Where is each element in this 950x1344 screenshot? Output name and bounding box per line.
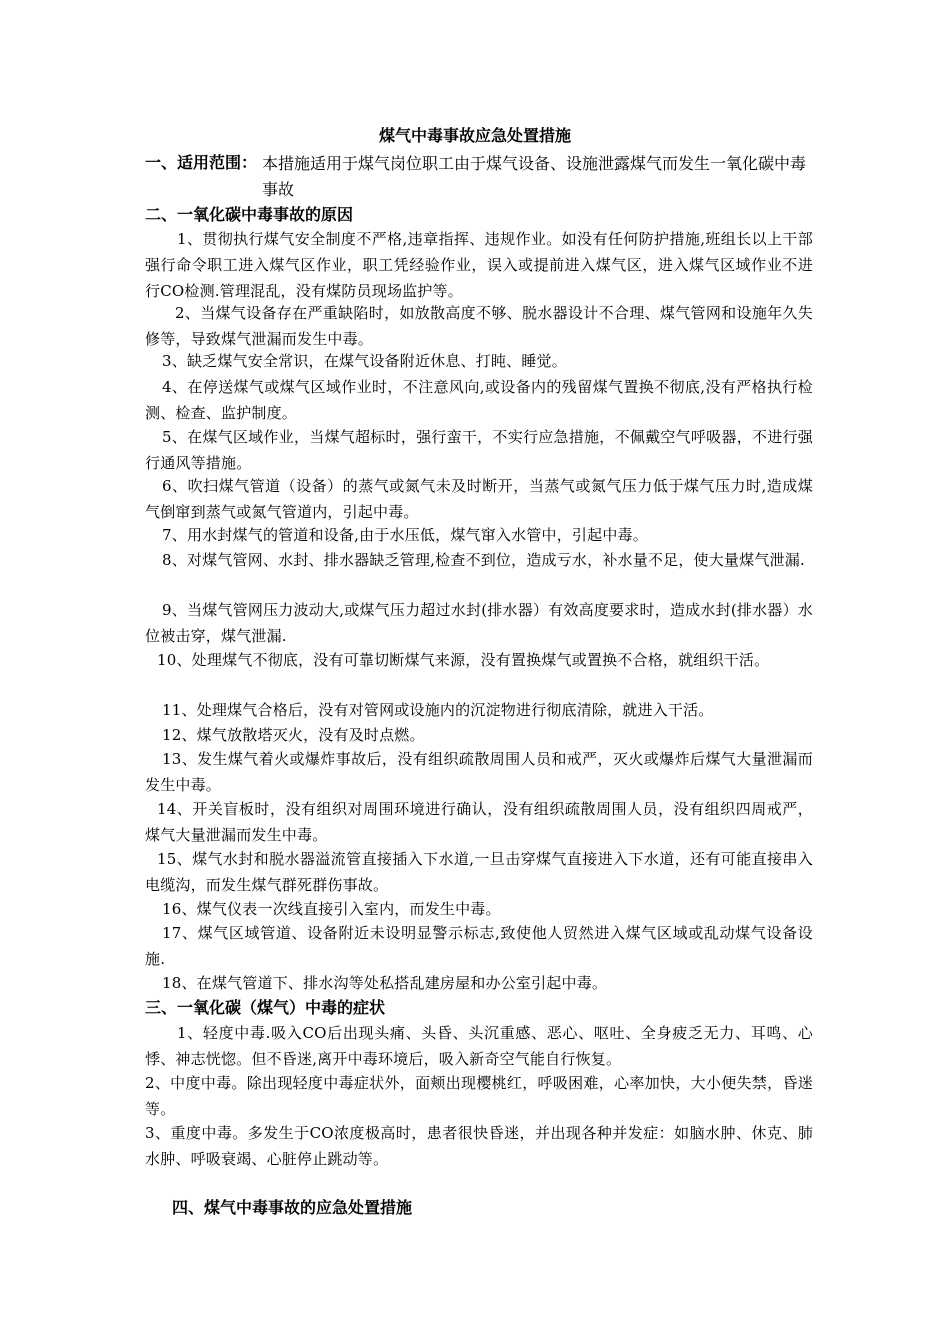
symptom-item-3: 3、重度中毒。多发生于CO浓度极高时，患者很快昏迷，并出现各种并发症：如脑水肿、休克、肺水肿、呼吸衰竭、心脏停止跳动等。	[145, 1124, 813, 1168]
cause-item-7: 7、用水封煤气的管道和设备,由于水压低，煤气窜入水管中，引起中毒。	[162, 526, 648, 544]
cause-item-14: 14、开关盲板时，没有组织对周围环境进行确认，没有组织疏散周围人员，没有组织四周戒严，煤气大量泄漏而发生中毒。	[145, 800, 813, 844]
cause-item-1: 1、贯彻执行煤气安全制度不严格,违章指挥、违规作业。如没有任何防护措施,班组长以上干部强行命令职工进入煤气区作业，职工凭经验作业，误入或提前进入煤气区，进入煤气区域作业不进行CO检测.管理混乱，没有煤防员现场监护等。	[145, 230, 813, 300]
cause-item-12: 12、煤气放散塔灭火，没有及时点燃。	[162, 726, 425, 744]
cause-item-6: 6、吹扫煤气管道（设备）的蒸气或氮气未及时断开，当蒸气或氮气压力低于煤气压力时,造成煤气倒窜到蒸气或氮气管道内，引起中毒。	[145, 477, 813, 521]
cause-item-4: 4、在停送煤气或煤气区域作业时，不注意风向,或设备内的残留煤气置换不彻底,没有严格执行检测、检查、监护制度。	[145, 378, 813, 422]
cause-item-13: 13、发生煤气着火或爆炸事故后，没有组织疏散周围人员和戒严，灭火或爆炸后煤气大量泄漏而发生中毒。	[145, 750, 813, 794]
cause-item-2: 2、当煤气设备存在严重缺陷时，如放散高度不够、脱水器设计不合理、煤气管网和设施年久失修等，导致煤气泄漏而发生中毒。	[145, 304, 813, 348]
cause-item-11: 11、处理煤气合格后，没有对管网或设施内的沉淀物进行彻底清除，就进入干活。	[162, 701, 714, 719]
cause-item-10: 10、处理煤气不彻底，没有可靠切断煤气来源，没有置换煤气或置换不合格，就组织干活。	[157, 651, 770, 669]
cause-item-8: 8、对煤气管网、水封、排水器缺乏管理,检查不到位，造成亏水，补水量不足，使大量煤气泄漏.	[162, 551, 805, 569]
symptom-item-1: 1、轻度中毒.吸入CO后出现头痛、头昏、头沉重感、恶心、呕吐、全身疲乏无力、耳鸣、心悸、神志恍惚。但不昏迷,离开中毒环境后，吸入新奇空气能自行恢复。	[145, 1024, 813, 1068]
section3-heading: 三、一氧化碳（煤气）中毒的症状	[145, 998, 386, 1017]
document-title: 煤气中毒事故应急处置措施	[378, 126, 571, 145]
cause-item-16: 16、煤气仪表一次线直接引入室内，而发生中毒。	[162, 900, 501, 918]
cause-item-17: 17、煤气区域管道、设备附近未设明显警示标志,致使他人贸然进入煤气区域或乱动煤气设备设施.	[145, 924, 813, 968]
section1-body: 本措施适用于煤气岗位职工由于煤气设备、设施泄露煤气而发生一氧化碳中毒事故	[262, 154, 807, 199]
cause-item-9: 9、当煤气管网压力波动大,或煤气压力超过水封(排水器）有效高度要求时，造成水封(排水器）水位被击穿，煤气泄漏.	[145, 601, 813, 645]
cause-item-15: 15、煤气水封和脱水器溢流管直接插入下水道,一旦击穿煤气直接进入下水道，还有可能直接串入电缆沟，而发生煤气群死群伤事故。	[145, 850, 813, 894]
section2-heading: 二、一氧化碳中毒事故的原因	[145, 205, 354, 224]
cause-item-5: 5、在煤气区域作业，当煤气超标时，强行蛮干，不实行应急措施，不佩戴空气呼吸器，不进行强行通风等措施。	[145, 428, 813, 472]
section4-heading: 四、煤气中毒事故的应急处置措施	[172, 1198, 413, 1217]
cause-item-3: 3、缺乏煤气安全常识，在煤气设备附近休息、打盹、睡觉。	[162, 352, 567, 370]
cause-item-18: 18、在煤气管道下、排水沟等处私搭乱建房屋和办公室引起中毒。	[162, 974, 608, 992]
section1-heading: 一、适用范围：	[145, 153, 258, 172]
symptom-item-2: 2、中度中毒。除出现轻度中毒症状外，面颊出现樱桃红，呼吸困难，心率加快，大小便失禁，昏迷等。	[145, 1074, 813, 1118]
